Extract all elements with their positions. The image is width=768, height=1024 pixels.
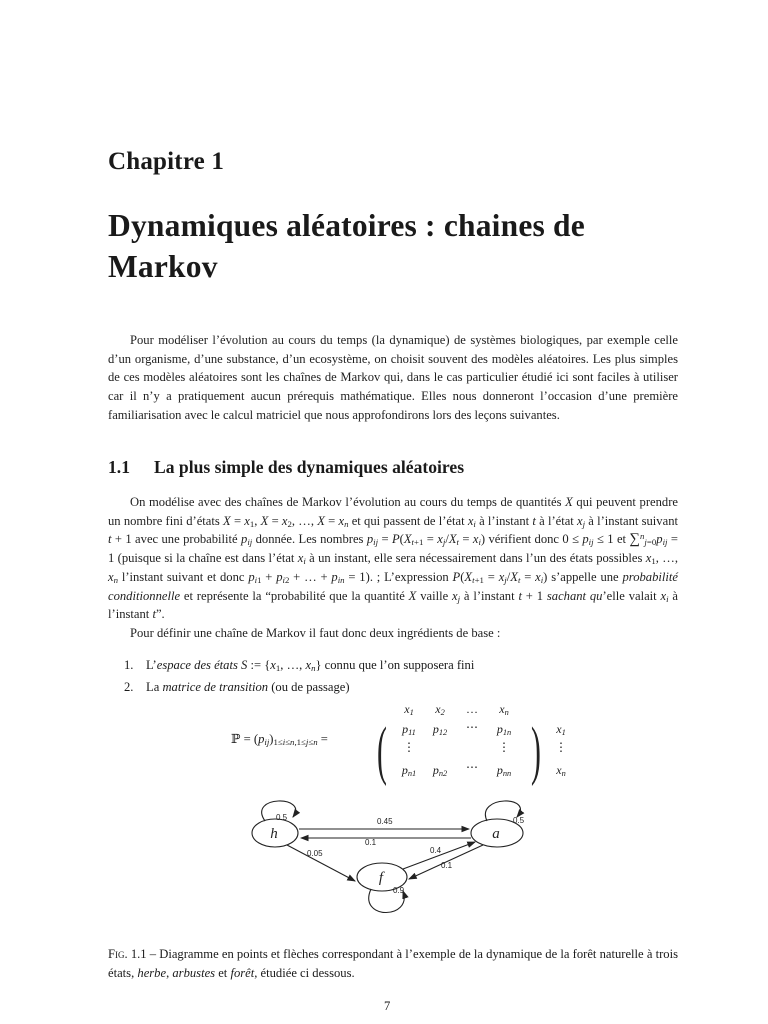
list-item: 1. L’espace des états S := {$x_1$, …, $x_n$} connu que l’on supposera fini xyxy=(124,658,475,674)
matrix-cell: $p_{n1}$ xyxy=(401,763,417,779)
chapter-title: Dynamiques aléatoires : chaines de Markov xyxy=(108,208,585,284)
label-h-f: 0.05 xyxy=(307,849,323,858)
row-label: ⋮ xyxy=(555,740,567,754)
node-f-label: f xyxy=(378,870,384,886)
matrix-equation-lhs: ℙ = $(p_{ij})_{1\le i\le n,1\le j\le n}$ = xyxy=(231,731,328,748)
label-h-h: 0.5 xyxy=(276,813,288,822)
node-a-label: a xyxy=(492,826,500,842)
markov-diagram xyxy=(245,795,535,920)
intro-paragraph: Pour modéliser l’évolution au cours du temps (la dynamique) de systèmes biologiques, par exemple celle d’un organisme, d’une substance, d’un ecosystème, on choisit souvent des modèles aléatoires. Les plus simples de ces modèles aléatoires sont les chaînes de Markov qui, dans le cas particulier étudié ici sont faciles à utiliser car il n’y a pratiquement aucun prérequis mathématique. Elles nous donneront l’occasion d’une première familiarisation avec le calcul matriciel que nous approfondirons lors des leçons suivantes. xyxy=(108,333,678,422)
matrix-cell: $p_{nn}$ xyxy=(496,763,512,779)
matrix-cell: $p_{11}$ xyxy=(402,722,416,738)
list-item: 2. La matrice de transition (ou de passage) xyxy=(124,680,350,694)
matrix-cell: $p_{1n}$ xyxy=(496,722,512,738)
label-a-a: 0.5 xyxy=(513,816,525,825)
col-header: $x_1$ xyxy=(404,702,414,718)
matrix-cell: $p_{n2}$ xyxy=(432,763,448,779)
matrix-cell: ⋮ xyxy=(403,740,415,754)
label-h-a: 0.45 xyxy=(377,817,393,826)
label-a-h: 0.1 xyxy=(365,838,377,847)
col-header: … xyxy=(466,702,478,716)
node-h-label: h xyxy=(270,826,278,842)
col-header: $x_n$ xyxy=(499,702,509,718)
body-paragraph-2: Pour définir une chaîne de Markov il faut donc deux ingrédients de base : xyxy=(130,625,501,640)
section-number: 1.1 xyxy=(108,457,130,477)
col-header: $x_2$ xyxy=(435,702,445,718)
label-f-a: 0.4 xyxy=(430,846,442,855)
page-number: 7 xyxy=(384,999,391,1013)
section-heading xyxy=(108,457,464,478)
label-f-f: 0.9 xyxy=(393,886,405,895)
chapter-label: Chapitre 1 xyxy=(108,148,225,175)
left-paren: ( xyxy=(377,714,387,787)
matrix-cell: ⋮ xyxy=(498,740,510,754)
body-paragraph-1: On modélise avec des chaînes de Markov l’évolution au cours du temps de quantités X qui peuvent prendre un nombre fini d’états $X = x_1$, $X = x_2$, …, $X = x_n$ et qui passent de l’état $x_i$ à l’instant t à l’état $x_j$ à l’instant suivant t + 1 avec une probabilité $p_{ij}$ donnée. Les nombres $p_{ij} = P(X_{t+1} = x_j/X_t = x_i)$ vérifient donc $0 \le p_{ij} \le 1$ et $\sum^n_{j=0}p_{ij} = 1$ (puisque si la chaîne est dans l’état $x_i$ à un instant, elle sera nécessairement dans l’un des états possibles $x_1$, …, $x_n$ l’instant suivant et donc $p_{i1} + p_{i2}$ + … + $p_{in} = 1$). ; L’expression $P(X_{t+1} = x_j/X_t = x_i)$ s’appelle une probabilité conditionnelle et représente la “probabilité que la quantité X vaille $x_j$ à l’instant t + 1 sachant qu’elle valait $x_i$ à l’instant t”. xyxy=(108,495,678,622)
ingredients-list xyxy=(124,654,684,698)
label-a-f: 0.1 xyxy=(441,861,453,870)
row-label: $x_1$ xyxy=(556,722,566,738)
row-label: $x_n$ xyxy=(556,763,566,779)
section-title: La plus simple des dynamiques aléatoires xyxy=(154,457,465,477)
matrix-cell: $p_{12}$ xyxy=(432,722,448,738)
transition-matrix xyxy=(377,702,585,787)
caption-label: Fig. xyxy=(108,947,128,961)
section-body xyxy=(108,493,678,643)
right-paren: ) xyxy=(531,714,541,787)
figure-caption: Fig. 1.1 – Diagramme en points et flèches correspondant à l’exemple de la dynamique de la forêt naturelle à trois états, herbe, arbustes et forêt, étudiée ci dessous. xyxy=(108,947,678,980)
matrix-cell: ⋯ xyxy=(466,760,478,774)
matrix-cell: ⋯ xyxy=(466,720,478,734)
